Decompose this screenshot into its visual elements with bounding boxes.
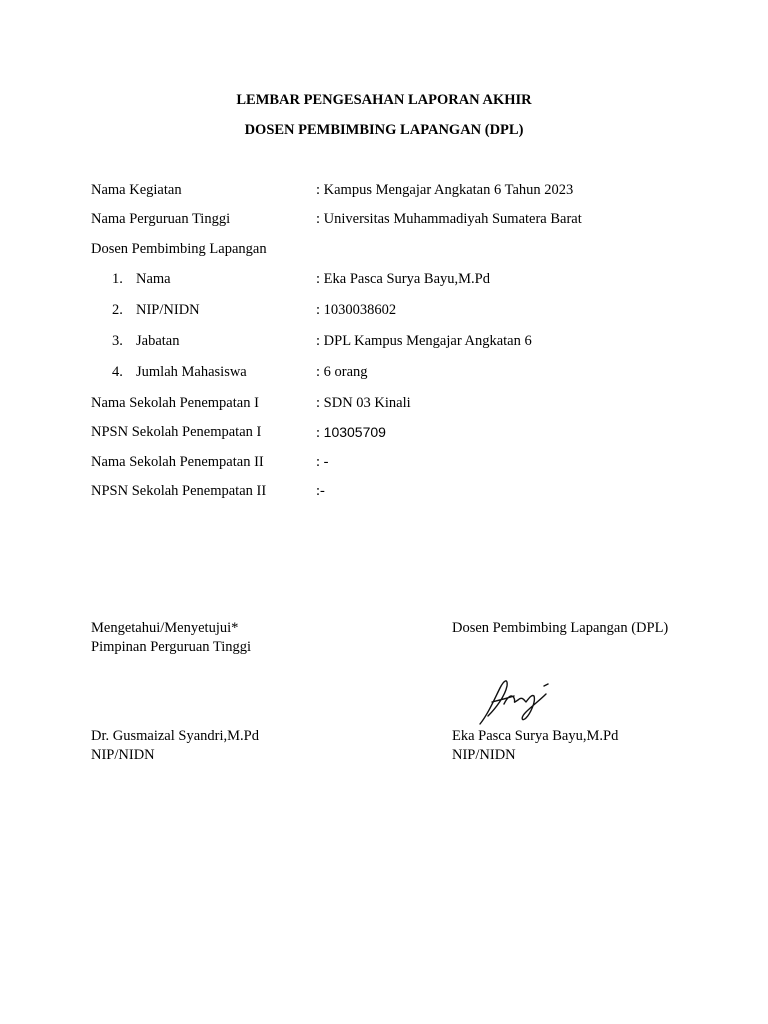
list-number: 1. [112,271,123,287]
field-label: NPSN Sekolah Penempatan I [91,424,262,440]
field-row-npsn-1 [0,424,768,444]
field-label: Nama Sekolah Penempatan I [91,395,259,411]
field-label: Nama [136,271,171,287]
approval-line: Mengetahui/Menyetujui* [91,620,239,636]
list-item-dpl-jabatan [0,333,768,353]
section-heading: Dosen Pembimbing Lapangan [91,241,267,257]
approver-id-label: NIP/NIDN [91,747,155,763]
field-value: : 6 orang [316,364,368,380]
field-value: : - [316,454,329,470]
document-title-line-2: DOSEN PEMBIMBING LAPANGAN (DPL) [244,122,524,138]
field-value: : Eka Pasca Surya Bayu,M.Pd [316,271,490,287]
field-row-nama-perguruan-tinggi [0,211,768,231]
document-title-line-1: LEMBAR PENGESAHAN LAPORAN AKHIR [236,92,532,108]
field-label: NIP/NIDN [136,302,200,318]
list-item-dpl-nip [0,302,768,322]
field-label: Nama Sekolah Penempatan II [91,454,264,470]
approval-role: Pimpinan Perguruan Tinggi [91,639,252,655]
field-row-sekolah-2 [0,454,768,474]
field-row-dpl-heading [0,241,768,261]
field-value-prefix: : [316,425,324,441]
field-value: : SDN 03 Kinali [316,395,411,411]
handwritten-signature [474,674,554,730]
npsn-number: 10305709 [323,424,386,440]
dpl-id-label: NIP/NIDN [452,747,516,763]
field-value: : DPL Kampus Mengajar Angkatan 6 [316,333,532,349]
field-value [316,424,386,442]
field-label: Jumlah Mahasiswa [136,364,247,380]
field-value: : Universitas Muhammadiyah Sumatera Barat [316,211,582,227]
field-label: Nama Perguruan Tinggi [91,211,231,227]
list-item-dpl-jumlah-mahasiswa [0,364,768,384]
field-value: :- [316,483,325,499]
field-row-sekolah-1 [0,395,768,415]
field-label: NPSN Sekolah Penempatan II [91,483,267,499]
field-row-npsn-2 [0,483,768,503]
dpl-name: Eka Pasca Surya Bayu,M.Pd [452,728,619,744]
dpl-role: Dosen Pembimbing Lapangan (DPL) [452,620,669,636]
list-number: 4. [112,364,123,380]
field-row-nama-kegiatan [0,182,768,202]
list-number: 3. [112,333,123,349]
field-label: Nama Kegiatan [91,182,182,198]
field-value: : Kampus Mengajar Angkatan 6 Tahun 2023 [316,182,574,198]
approver-name: Dr. Gusmaizal Syandri,M.Pd [91,728,259,744]
list-item-dpl-nama [0,271,768,291]
field-label: Jabatan [136,333,180,349]
field-value: : 1030038602 [316,302,397,318]
list-number: 2. [112,302,123,318]
